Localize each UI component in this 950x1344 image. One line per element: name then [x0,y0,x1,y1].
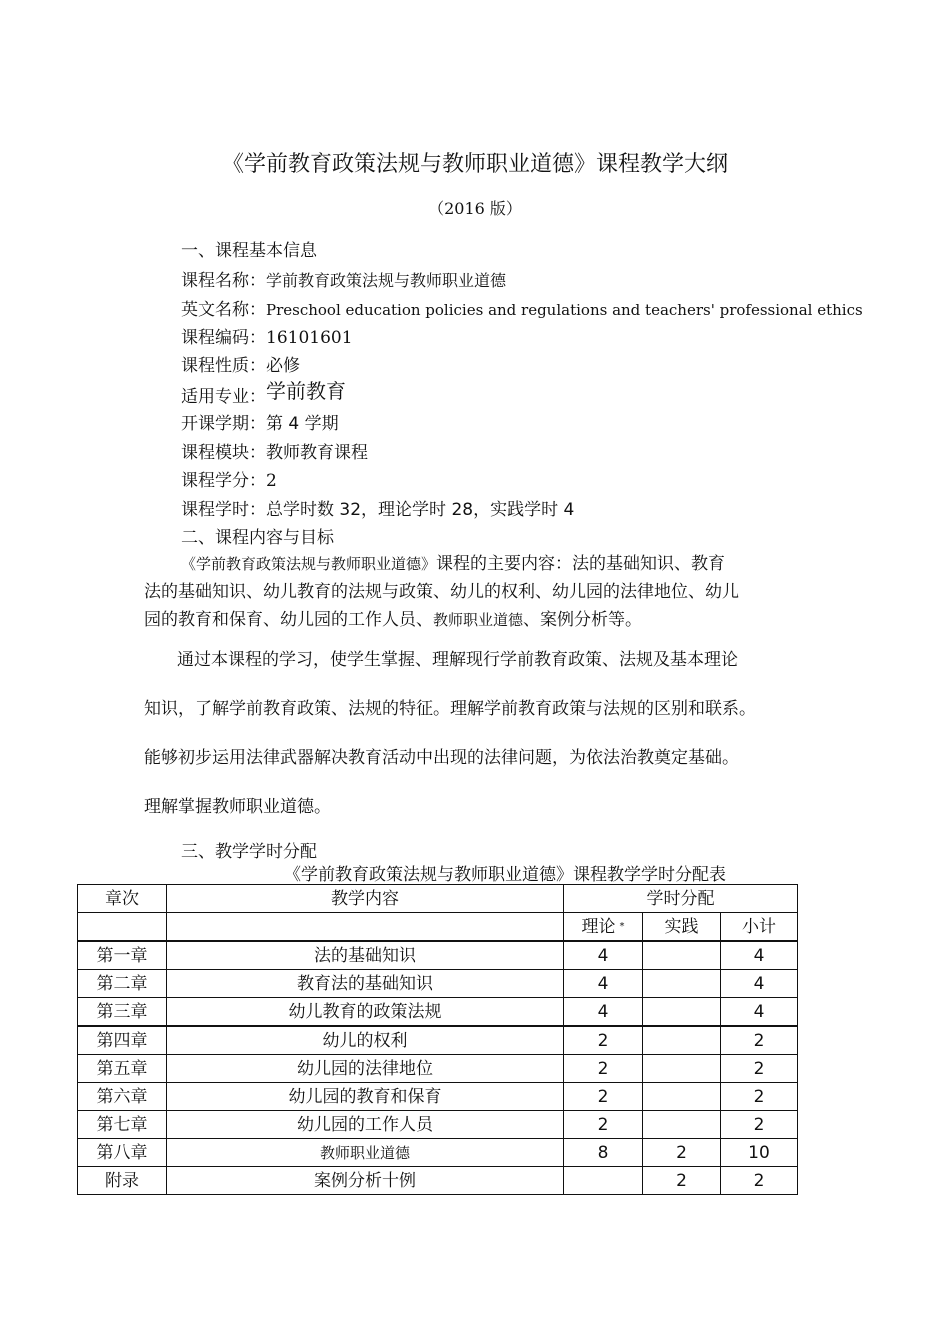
info-value: Preschool education policies and regulations and teachers' professional ethics [266,301,863,319]
header-chapter: 章次 [78,885,167,913]
cell-chapter: 第二章 [78,970,167,998]
info-label: 课程名称： [181,271,266,291]
cell-content: 教育法的基础知识 [167,970,564,998]
info-value: 2 [266,471,277,491]
table-caption: 《学前教育政策法规与教师职业道德》课程教学学时分配表 [284,865,726,885]
table-row [78,1111,798,1139]
section-3-heading: 三、教学学时分配 [181,842,317,862]
table-header-row [78,885,798,913]
cell-theory: 2 [564,1111,643,1139]
text-run: 课程的主要内容：法的基础知识、教育 [436,554,726,574]
paragraph-1-line-3 [144,605,642,630]
cell-content: 幼儿园的法律地位 [167,1055,564,1083]
cell-content: 幼儿教育的政策法规 [167,998,564,1027]
info-value: 学前教育 [266,379,346,403]
info-course-nature [181,351,300,376]
info-value: 教师教育课程 [266,443,368,463]
cell-content: 幼儿园的教育和保育 [167,1083,564,1111]
header-blank [167,913,564,942]
cell-subtotal: 2 [721,1026,798,1055]
cell-chapter: 第一章 [78,941,167,970]
info-english-name [181,295,863,320]
paragraph-2-line-4: 理解掌握教师职业道德。 [144,797,331,817]
cell-subtotal: 4 [721,970,798,998]
cell-subtotal: 10 [721,1139,798,1167]
cell-practice [643,1111,721,1139]
cell-chapter: 第四章 [78,1026,167,1055]
header-hours: 学时分配 [564,885,798,913]
cell-practice [643,998,721,1027]
cell-subtotal: 2 [721,1167,798,1195]
header-theory [564,913,643,942]
cell-theory: 2 [564,1026,643,1055]
cell-content: 幼儿的权利 [167,1026,564,1055]
header-practice: 实践 [643,913,721,942]
cell-content: 幼儿园的工作人员 [167,1111,564,1139]
cell-subtotal: 2 [721,1055,798,1083]
info-credits [181,466,277,491]
hours-table [77,884,798,1195]
cell-chapter: 附录 [78,1167,167,1195]
header-content: 教学内容 [167,885,564,913]
cell-content: 案例分析十例 [167,1167,564,1195]
cell-subtotal: 2 [721,1083,798,1111]
cell-chapter: 第六章 [78,1083,167,1111]
paragraph-1-line-1 [181,549,725,574]
section-2-heading: 二、课程内容与目标 [181,528,334,548]
info-module [181,438,368,463]
cell-theory: 2 [564,1055,643,1083]
info-semester [181,409,339,434]
paragraph-2-line-2: 知识，了解学前教育政策、法规的特征。理解学前教育政策与法规的区别和联系。 [144,699,756,719]
cell-practice [643,1055,721,1083]
cell-chapter: 第三章 [78,998,167,1027]
header-subtotal: 小计 [721,913,798,942]
cell-theory [564,1167,643,1195]
info-hours [181,495,574,520]
info-label: 英文名称： [181,300,266,320]
text-run-small: 教师职业道德 [433,611,524,629]
text-run: 、案例分析等。 [523,610,643,630]
cell-theory: 8 [564,1139,643,1167]
paragraph-2-line-1: 通过本课程的学习，使学生掌握、理解现行学前教育政策、法规及基本理论 [177,650,738,670]
info-label: 适用专业： [181,387,266,407]
header-theory-mark: * [619,920,625,932]
cell-practice [643,970,721,998]
header-blank [78,913,167,942]
cell-theory: 4 [564,970,643,998]
table-row [78,1167,798,1195]
course-title-inline: 《学前教育政策法规与教师职业道德》 [181,555,437,573]
info-value: 总学时数 32，理论学时 28，实践学时 4 [266,500,575,520]
header-theory-label: 理论 [581,916,616,937]
info-course-code [181,323,353,348]
info-label: 课程编码： [181,328,266,348]
table-row [78,970,798,998]
table-row [78,1026,798,1055]
cell-chapter: 第八章 [78,1139,167,1167]
edition-label: （2016 版） [428,199,522,218]
table-subheader-row [78,913,798,942]
cell-content: 教师职业道德 [167,1139,564,1167]
table-row [78,941,798,970]
info-label: 开课学期： [181,414,266,434]
cell-subtotal: 2 [721,1111,798,1139]
cell-practice [643,941,721,970]
info-major [181,375,346,407]
info-label: 课程性质： [181,356,266,376]
cell-chapter: 第七章 [78,1111,167,1139]
paragraph-2-line-3: 能够初步运用法律武器解决教育活动中出现的法律问题，为依法治教奠定基础。 [144,748,739,768]
cell-theory: 4 [564,941,643,970]
cell-practice: 2 [643,1167,721,1195]
cell-subtotal: 4 [721,998,798,1027]
info-label: 课程模块： [181,443,266,463]
paragraph-1-line-2: 法的基础知识、幼儿教育的法规与政策、幼儿的权利、幼儿园的法律地位、幼儿 [144,582,739,602]
cell-chapter: 第五章 [78,1055,167,1083]
info-course-name [181,266,506,291]
table-row [78,1055,798,1083]
info-value: 第 4 学期 [266,414,339,434]
table-row [78,998,798,1027]
document-title: 《学前教育政策法规与教师职业道德》课程教学大纲 [221,152,728,177]
cell-theory: 4 [564,998,643,1027]
table-row [78,1083,798,1111]
cell-practice [643,1083,721,1111]
info-value: 学前教育政策法规与教师职业道德 [266,271,507,290]
cell-practice [643,1026,721,1055]
info-label: 课程学时： [181,500,266,520]
section-1-heading: 一、课程基本信息 [181,241,317,261]
info-label: 课程学分： [181,471,266,491]
table-row [78,1139,798,1167]
cell-theory: 2 [564,1083,643,1111]
cell-practice: 2 [643,1139,721,1167]
info-value: 必修 [266,356,300,376]
info-value: 16101601 [266,328,353,348]
cell-content: 法的基础知识 [167,941,564,970]
text-run: 园的教育和保育、幼儿园的工作人员、 [144,610,433,630]
cell-subtotal: 4 [721,941,798,970]
